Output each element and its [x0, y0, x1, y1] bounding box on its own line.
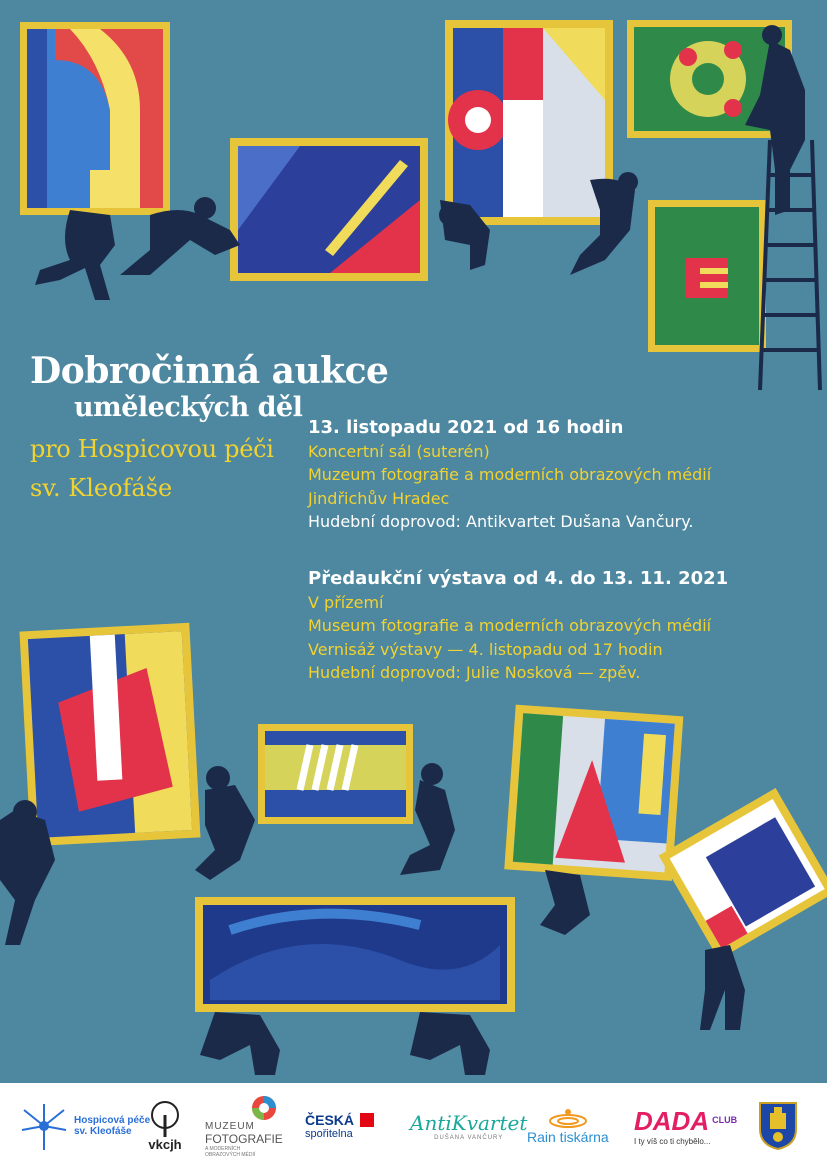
- sponsor-logos: [0, 1083, 827, 1169]
- logo-hospic-line2: sv. Kleofáše: [74, 1126, 132, 1137]
- logo-antikvartet-line2: DUŠANA VANČURY: [434, 1135, 504, 1141]
- logo-coat-of-arms: [758, 1093, 798, 1159]
- ripple-icon: [548, 1107, 588, 1129]
- tree-icon: [145, 1101, 185, 1137]
- painting-bottom-2: [258, 724, 413, 824]
- logo-rain-text: Rain tiskárna: [527, 1129, 609, 1145]
- painting-top-2: [230, 138, 428, 281]
- logo-dada-line2: I ty víš co ti chybělo...: [634, 1137, 711, 1146]
- painting-top-1: [20, 22, 170, 215]
- logo-rain-tiskarna: [527, 1093, 609, 1159]
- title-line-3: pro Hospicovou péči: [30, 435, 274, 463]
- ceska-red-icon: [360, 1113, 374, 1127]
- painting-bottom-4: [659, 788, 827, 959]
- logo-dada-club: CLUB: [712, 1115, 738, 1125]
- painting-top-3: [445, 20, 613, 225]
- event-date: 13. listopadu 2021 od 16 hodin: [308, 417, 624, 438]
- event-music: Hudební doprovod: Antikvartet Dušana Vančury.: [308, 512, 694, 531]
- painting-bottom-5: [195, 897, 515, 1012]
- exhibition-vernissage: Vernisáž výstavy — 4. listopadu od 17 hodin: [308, 639, 663, 659]
- logo-muzeum-line3: A MODERNÍCH: [205, 1145, 241, 1152]
- logo-antikvartet: [410, 1093, 527, 1159]
- logo-hospic: [18, 1093, 150, 1159]
- exhibition-music: Hudební doprovod: Julie Nosková — zpěv.: [308, 663, 641, 682]
- logo-vkcjh: [145, 1093, 185, 1159]
- aperture-icon: [251, 1095, 277, 1121]
- logo-muzeum: [205, 1093, 283, 1159]
- exhibition-info: [308, 567, 728, 685]
- title-line-4: sv. Kleofáše: [30, 474, 173, 502]
- logo-dada-line1: DADA: [634, 1106, 710, 1136]
- event-venue: Muzeum fotografie a moderních obrazových médií: [308, 465, 712, 484]
- logo-ceska-sporitelna: [305, 1093, 374, 1159]
- coat-of-arms-icon: [758, 1101, 798, 1151]
- exhibition-venue: Museum fotografie a moderních obrazových médií: [308, 616, 712, 635]
- painting-top-5: [648, 200, 766, 352]
- logo-vkcjh-text: vkcjh: [148, 1136, 182, 1152]
- painting-bottom-1: [19, 623, 200, 847]
- logo-muzeum-line4: OBRAZOVÝCH MÉDIÍ: [205, 1151, 256, 1158]
- logo-hospic-line1: Hospicová péče: [74, 1115, 151, 1126]
- event-room: Koncertní sál (suterén): [308, 441, 490, 461]
- event-city: Jindřichův Hradec: [308, 488, 450, 508]
- logo-muzeum-line1: MUZEUM: [205, 1120, 255, 1132]
- painting-bottom-3: [504, 705, 683, 881]
- logo-dada-club: [634, 1093, 737, 1159]
- logo-antikvartet-line1: AntiKvartet: [410, 1111, 528, 1135]
- exhibition-title: Předaukční výstava od 4. do 13. 11. 2021: [308, 568, 729, 589]
- event-info: [308, 416, 711, 534]
- title-line-1: Dobročinná aukce: [30, 350, 389, 392]
- logo-muzeum-line2: FOTOGRAFIE: [205, 1131, 283, 1146]
- dandelion-icon: [18, 1100, 70, 1152]
- title-line-2: uměleckých děl: [74, 392, 303, 423]
- logo-ceska-line2: spořitelna: [305, 1128, 353, 1140]
- logo-ceska-line1: ČESKÁ: [305, 1112, 355, 1128]
- exhibition-floor: V přízemí: [308, 592, 384, 612]
